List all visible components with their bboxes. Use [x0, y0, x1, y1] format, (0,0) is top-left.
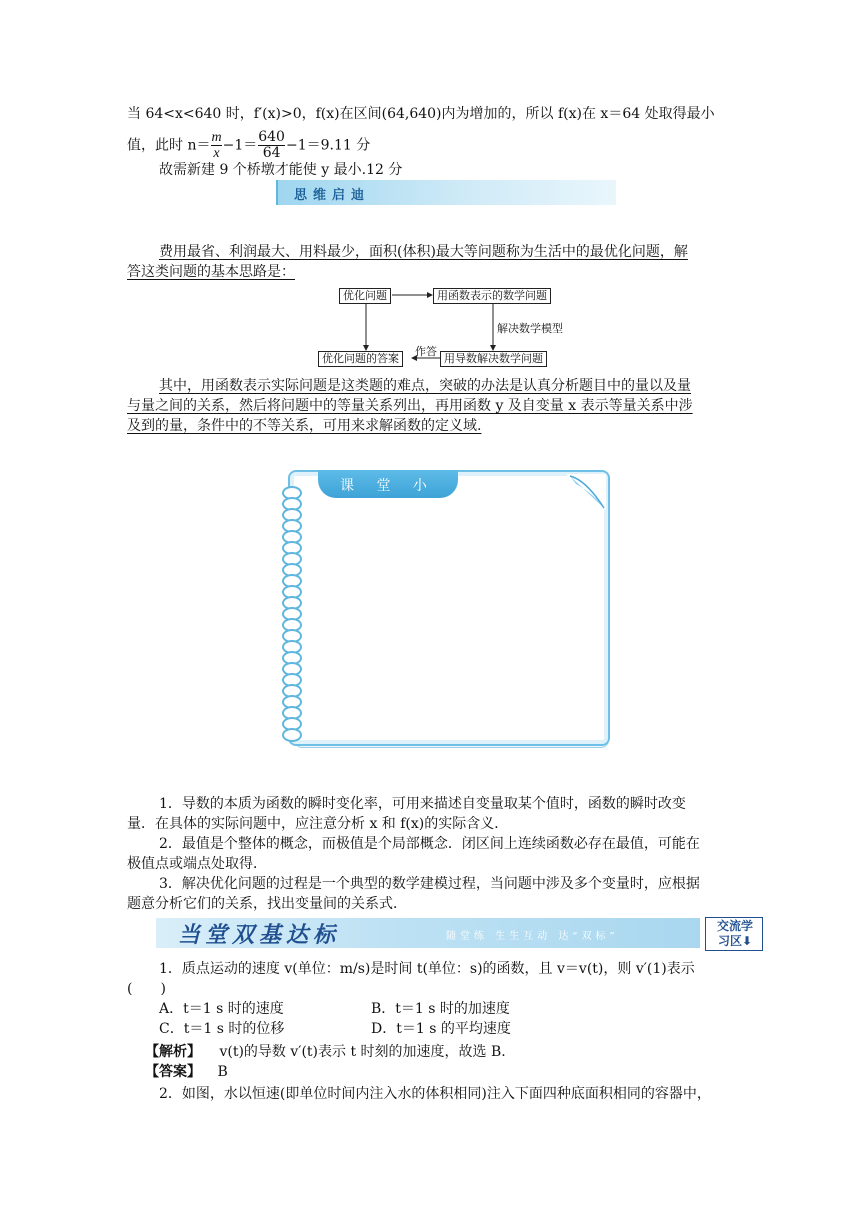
summary-point-2-line-2: 极值点或端点处取得．	[127, 856, 267, 872]
fraction-m-over-x	[211, 130, 221, 161]
exchange-button-line-2: 习区⬇	[717, 934, 753, 948]
analysis-label: 【解析】	[145, 1044, 201, 1060]
flow-box-optimization: 优化问题	[339, 288, 391, 304]
fraction-numerator: 640	[258, 129, 285, 145]
solution-line-2	[127, 130, 370, 161]
think-banner	[276, 180, 616, 205]
q1-option-c: C．t＝1 s 时的位移	[159, 1021, 285, 1037]
notebook-tab	[318, 470, 458, 514]
q1-stem-line-2: ( )	[127, 981, 166, 997]
flow-box-derivative: 用导数解决数学问题	[440, 351, 547, 367]
summary-point-3-line-1: 3．解决优化问题的过程是一个典型的数学建模过程，当问题中涉及多个变量时，应根据	[159, 876, 700, 892]
summary-point-1-line-1: 1．导数的本质为函数的瞬时变化率，可用来描述自变量取某个值时，函数的瞬时改变	[159, 796, 686, 812]
summary-point-2-line-1: 2．最值是个整体的概念，而极值是个局部概念．闭区间上连续函数必存在最值，可能在	[159, 836, 700, 852]
answer-label: 【答案】	[145, 1064, 201, 1080]
solution-line-1: 当 64<x<640 时，f′(x)>0，f(x)在区间(64,640)内为增加的，所以 f(x)在 x＝64 处取得最小	[127, 106, 715, 122]
practice-banner	[156, 918, 700, 948]
fraction-denominator: 64	[262, 145, 281, 161]
q2-stem-line-1: 2．如图，水以恒速(即单位时间内注入水的体积相同)注入下面四种底面积相同的容器中，	[159, 1086, 711, 1102]
flow-box-answer: 优化问题的答案	[318, 351, 403, 367]
practice-banner-subtitle: 随堂练 生生互动 达“双标”	[446, 931, 619, 942]
q1-option-b: B．t＝1 s 时的加速度	[371, 1001, 510, 1017]
page-curl-icon	[566, 474, 606, 510]
summary-point-3-line-2: 题意分析它们的关系，找出变量间的关系式．	[127, 896, 407, 912]
summary-point-1-line-2: 量．在具体的实际问题中，应注意分析 x 和 f(x)的实际含义．	[127, 816, 509, 832]
flow-label-answer: 作答	[415, 345, 437, 358]
solution-text: −1＝	[222, 137, 258, 154]
think-banner-title: 思维启迪	[294, 188, 371, 203]
solution-text: −1＝9.11 分	[285, 137, 371, 154]
think-paragraph-line-2: 答这类问题的基本思路是：	[127, 264, 295, 280]
exchange-study-button[interactable]	[705, 917, 763, 951]
exchange-button-line-1: 交流学	[716, 919, 753, 933]
q1-answer	[145, 1062, 228, 1082]
analysis-text: v(t)的导数 v′(t)表示 t 时刻的加速度，故选 B.	[219, 1044, 506, 1060]
q1-stem-line-1: 1．质点运动的速度 v(单位：m/s)是时间 t(单位：s)的函数，且 v＝v(t)，则 v′(1)表示	[159, 961, 695, 977]
notebook-title: 课 堂 小 结	[340, 478, 436, 514]
practice-banner-title: 当堂双基达标	[178, 922, 341, 948]
q1-analysis	[145, 1042, 506, 1062]
spiral-ring-icon	[282, 728, 302, 742]
solution-line-3: 故需新建 9 个桥墩才能使 y 最小.12 分	[159, 162, 403, 178]
think-paragraph2-line-3: 及到的量，条件中的不等关系，可用来求解函数的定义域.	[127, 418, 482, 434]
q1-option-a: A．t＝1 s 时的速度	[159, 1001, 284, 1017]
fraction-640-over-64	[258, 130, 285, 161]
think-paragraph2-line-1: 其中，用函数表示实际问题是这类题的难点，突破的办法是认真分析题目中的量以及量	[159, 378, 691, 394]
solution-text: 值，此时 n＝	[127, 137, 211, 154]
flow-label-solve: 解决数学模型	[497, 322, 563, 335]
think-paragraph-line-1: 费用最省、利润最大、用料最少，面积(体积)最大等问题称为生活中的最优化问题，解	[159, 244, 688, 260]
fraction-numerator: m	[211, 130, 222, 145]
think-paragraph2-line-2: 与量之间的关系，然后将问题中的等量关系列出，再用函数 y 及自变量 x 表示等量关系中涉	[127, 398, 693, 414]
fraction-denominator: x	[213, 146, 220, 161]
answer-text: B	[217, 1064, 228, 1080]
q1-option-d: D．t＝1 s 的平均速度	[371, 1021, 511, 1037]
flow-box-function: 用函数表示的数学问题	[433, 288, 551, 304]
